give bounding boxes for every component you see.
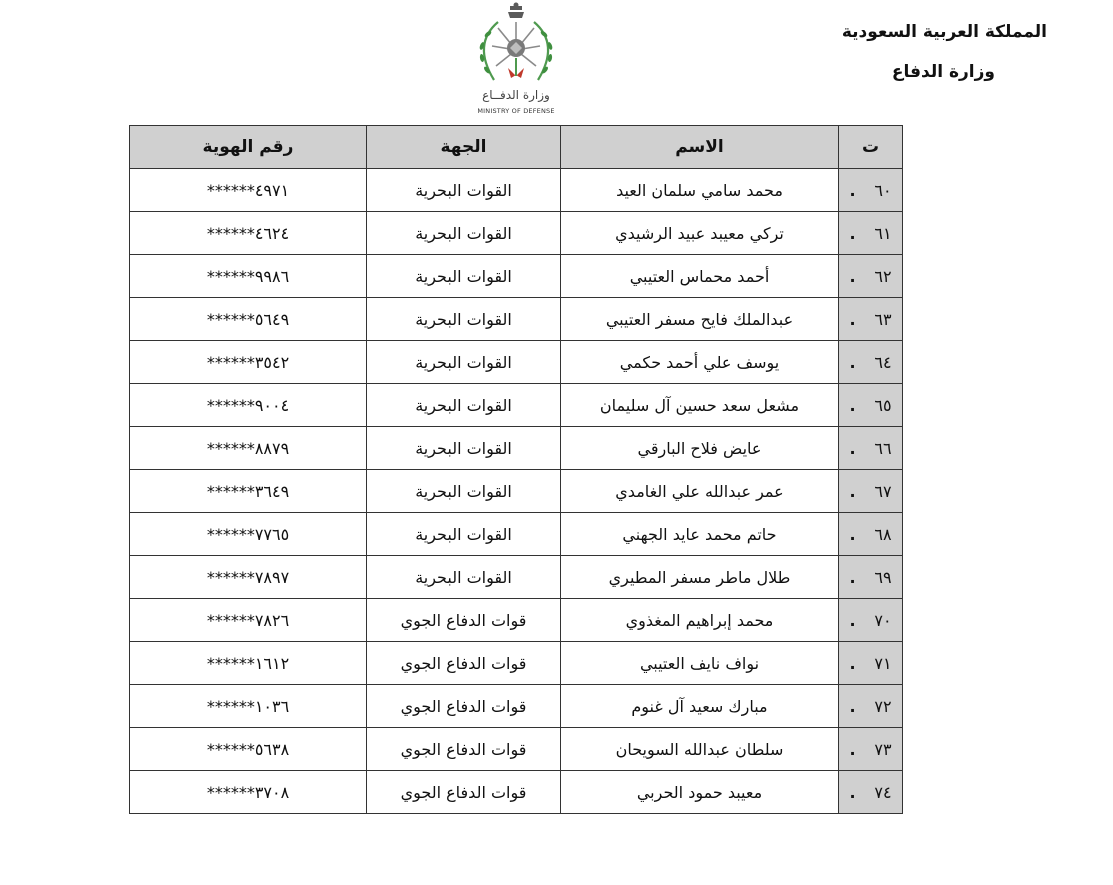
id-number-cell: ******٥٦٣٨ — [130, 728, 367, 771]
table-row — [130, 642, 903, 685]
unit-cell: القوات البحرية — [367, 212, 561, 255]
table-row — [130, 384, 903, 427]
name-cell: تركي معيبد عبيد الرشيدي — [561, 212, 839, 255]
row-number-cell — [839, 771, 903, 814]
row-number: ٦٠ — [874, 180, 892, 200]
header-number: ت — [839, 126, 903, 169]
id-number-cell: ******٣٧٠٨ — [130, 771, 367, 814]
name-cell: أحمد محماس العتيبي — [561, 255, 839, 298]
name-cell: عايض فلاح البارقي — [561, 427, 839, 470]
id-number-cell: ******٥٦٤٩ — [130, 298, 367, 341]
row-number-cell — [839, 341, 903, 384]
unit-cell: القوات البحرية — [367, 384, 561, 427]
kingdom-title: المملكة العربية السعودية — [841, 22, 1047, 42]
row-number-dot: . — [849, 438, 856, 458]
row-number: ٦٨ — [874, 524, 892, 544]
name-cell: يوسف علي أحمد حكمي — [561, 341, 839, 384]
table-row — [130, 685, 903, 728]
unit-cell: قوات الدفاع الجوي — [367, 685, 561, 728]
unit-cell: القوات البحرية — [367, 513, 561, 556]
id-number-cell: ******٣٥٤٢ — [130, 341, 367, 384]
id-number-cell: ******٧٨٩٧ — [130, 556, 367, 599]
id-number-cell: ******٧٧٦٥ — [130, 513, 367, 556]
row-number-dot: . — [849, 309, 856, 329]
row-number-cell — [839, 169, 903, 212]
row-number-cell — [839, 427, 903, 470]
table-row — [130, 255, 903, 298]
table-row — [130, 556, 903, 599]
table-row — [130, 427, 903, 470]
name-cell: عمر عبدالله علي الغامدي — [561, 470, 839, 513]
unit-cell: القوات البحرية — [367, 255, 561, 298]
row-number: ٧٢ — [874, 696, 892, 716]
unit-cell: القوات البحرية — [367, 298, 561, 341]
row-number-dot: . — [849, 481, 856, 501]
row-number: ٧١ — [874, 653, 892, 673]
unit-cell: القوات البحرية — [367, 427, 561, 470]
logo-caption-arabic: وزارة الدفــاع — [482, 88, 550, 102]
row-number: ٧٠ — [874, 610, 892, 630]
row-number-cell — [839, 728, 903, 771]
table-row — [130, 341, 903, 384]
unit-cell: قوات الدفاع الجوي — [367, 599, 561, 642]
row-number: ٦٢ — [874, 266, 892, 286]
unit-cell: قوات الدفاع الجوي — [367, 728, 561, 771]
row-number: ٦١ — [874, 223, 892, 243]
name-cell: عبدالملك فايح مسفر العتيبي — [561, 298, 839, 341]
row-number-cell — [839, 599, 903, 642]
row-number-dot: . — [849, 696, 856, 716]
row-number-dot: . — [849, 610, 856, 630]
table-header-row — [130, 126, 903, 169]
row-number-cell — [839, 298, 903, 341]
row-number: ٦٧ — [874, 481, 892, 501]
unit-cell: القوات البحرية — [367, 470, 561, 513]
row-number: ٦٦ — [874, 438, 892, 458]
name-cell: حاتم محمد عايد الجهني — [561, 513, 839, 556]
table-row — [130, 728, 903, 771]
unit-cell: قوات الدفاع الجوي — [367, 642, 561, 685]
row-number-dot: . — [849, 180, 856, 200]
row-number-cell — [839, 212, 903, 255]
name-cell: مبارك سعيد آل غنوم — [561, 685, 839, 728]
row-number-dot: . — [849, 266, 856, 286]
id-number-cell: ******١٦١٢ — [130, 642, 367, 685]
row-number-cell — [839, 255, 903, 298]
table-row — [130, 771, 903, 814]
header-name: الاسم — [561, 126, 839, 169]
row-number-dot: . — [849, 567, 856, 587]
row-number-dot: . — [849, 653, 856, 673]
name-cell: معيبد حمود الحربي — [561, 771, 839, 814]
row-number: ٦٥ — [874, 395, 892, 415]
row-number: ٧٣ — [874, 739, 892, 759]
logo-caption-english: MINISTRY OF DEFENSE — [477, 107, 555, 115]
row-number-dot: . — [849, 223, 856, 243]
id-number-cell: ******٨٨٧٩ — [130, 427, 367, 470]
name-cell: سلطان عبدالله السويحان — [561, 728, 839, 771]
name-cell: محمد إبراهيم المغذوي — [561, 599, 839, 642]
table-row — [130, 212, 903, 255]
id-number-cell: ******٤٩٧١ — [130, 169, 367, 212]
row-number-cell — [839, 556, 903, 599]
row-number-cell — [839, 470, 903, 513]
row-number-cell — [839, 513, 903, 556]
row-number-dot: . — [849, 524, 856, 544]
row-number: ٦٤ — [874, 352, 892, 372]
name-cell: مشعل سعد حسين آل سليمان — [561, 384, 839, 427]
ministry-title: وزارة الدفاع — [891, 62, 995, 82]
header-unit: الجهة — [367, 126, 561, 169]
unit-cell: القوات البحرية — [367, 169, 561, 212]
id-number-cell: ******٤٦٢٤ — [130, 212, 367, 255]
id-number-cell: ******٧٨٢٦ — [130, 599, 367, 642]
name-cell: نواف نايف العتيبي — [561, 642, 839, 685]
table-row — [130, 470, 903, 513]
table-row — [130, 599, 903, 642]
row-number: ٧٤ — [874, 782, 892, 802]
row-number: ٦٣ — [874, 309, 892, 329]
row-number-dot: . — [849, 739, 856, 759]
table-row — [130, 513, 903, 556]
row-number-dot: . — [849, 395, 856, 415]
row-number-cell — [839, 685, 903, 728]
name-cell: طلال ماطر مسفر المطيري — [561, 556, 839, 599]
unit-cell: القوات البحرية — [367, 556, 561, 599]
unit-cell: القوات البحرية — [367, 341, 561, 384]
id-number-cell: ******١٠٣٦ — [130, 685, 367, 728]
table-row — [130, 169, 903, 212]
id-number-cell: ******٩٩٨٦ — [130, 255, 367, 298]
personnel-table — [129, 125, 903, 814]
row-number-cell — [839, 642, 903, 685]
header-id-number: رقم الهوية — [130, 126, 367, 169]
unit-cell: قوات الدفاع الجوي — [367, 771, 561, 814]
row-number-cell — [839, 384, 903, 427]
row-number-dot: . — [849, 782, 856, 802]
row-number-dot: . — [849, 352, 856, 372]
name-cell: محمد سامي سلمان العيد — [561, 169, 839, 212]
row-number: ٦٩ — [874, 567, 892, 587]
id-number-cell: ******٣٦٤٩ — [130, 470, 367, 513]
id-number-cell: ******٩٠٠٤ — [130, 384, 367, 427]
table-row — [130, 298, 903, 341]
